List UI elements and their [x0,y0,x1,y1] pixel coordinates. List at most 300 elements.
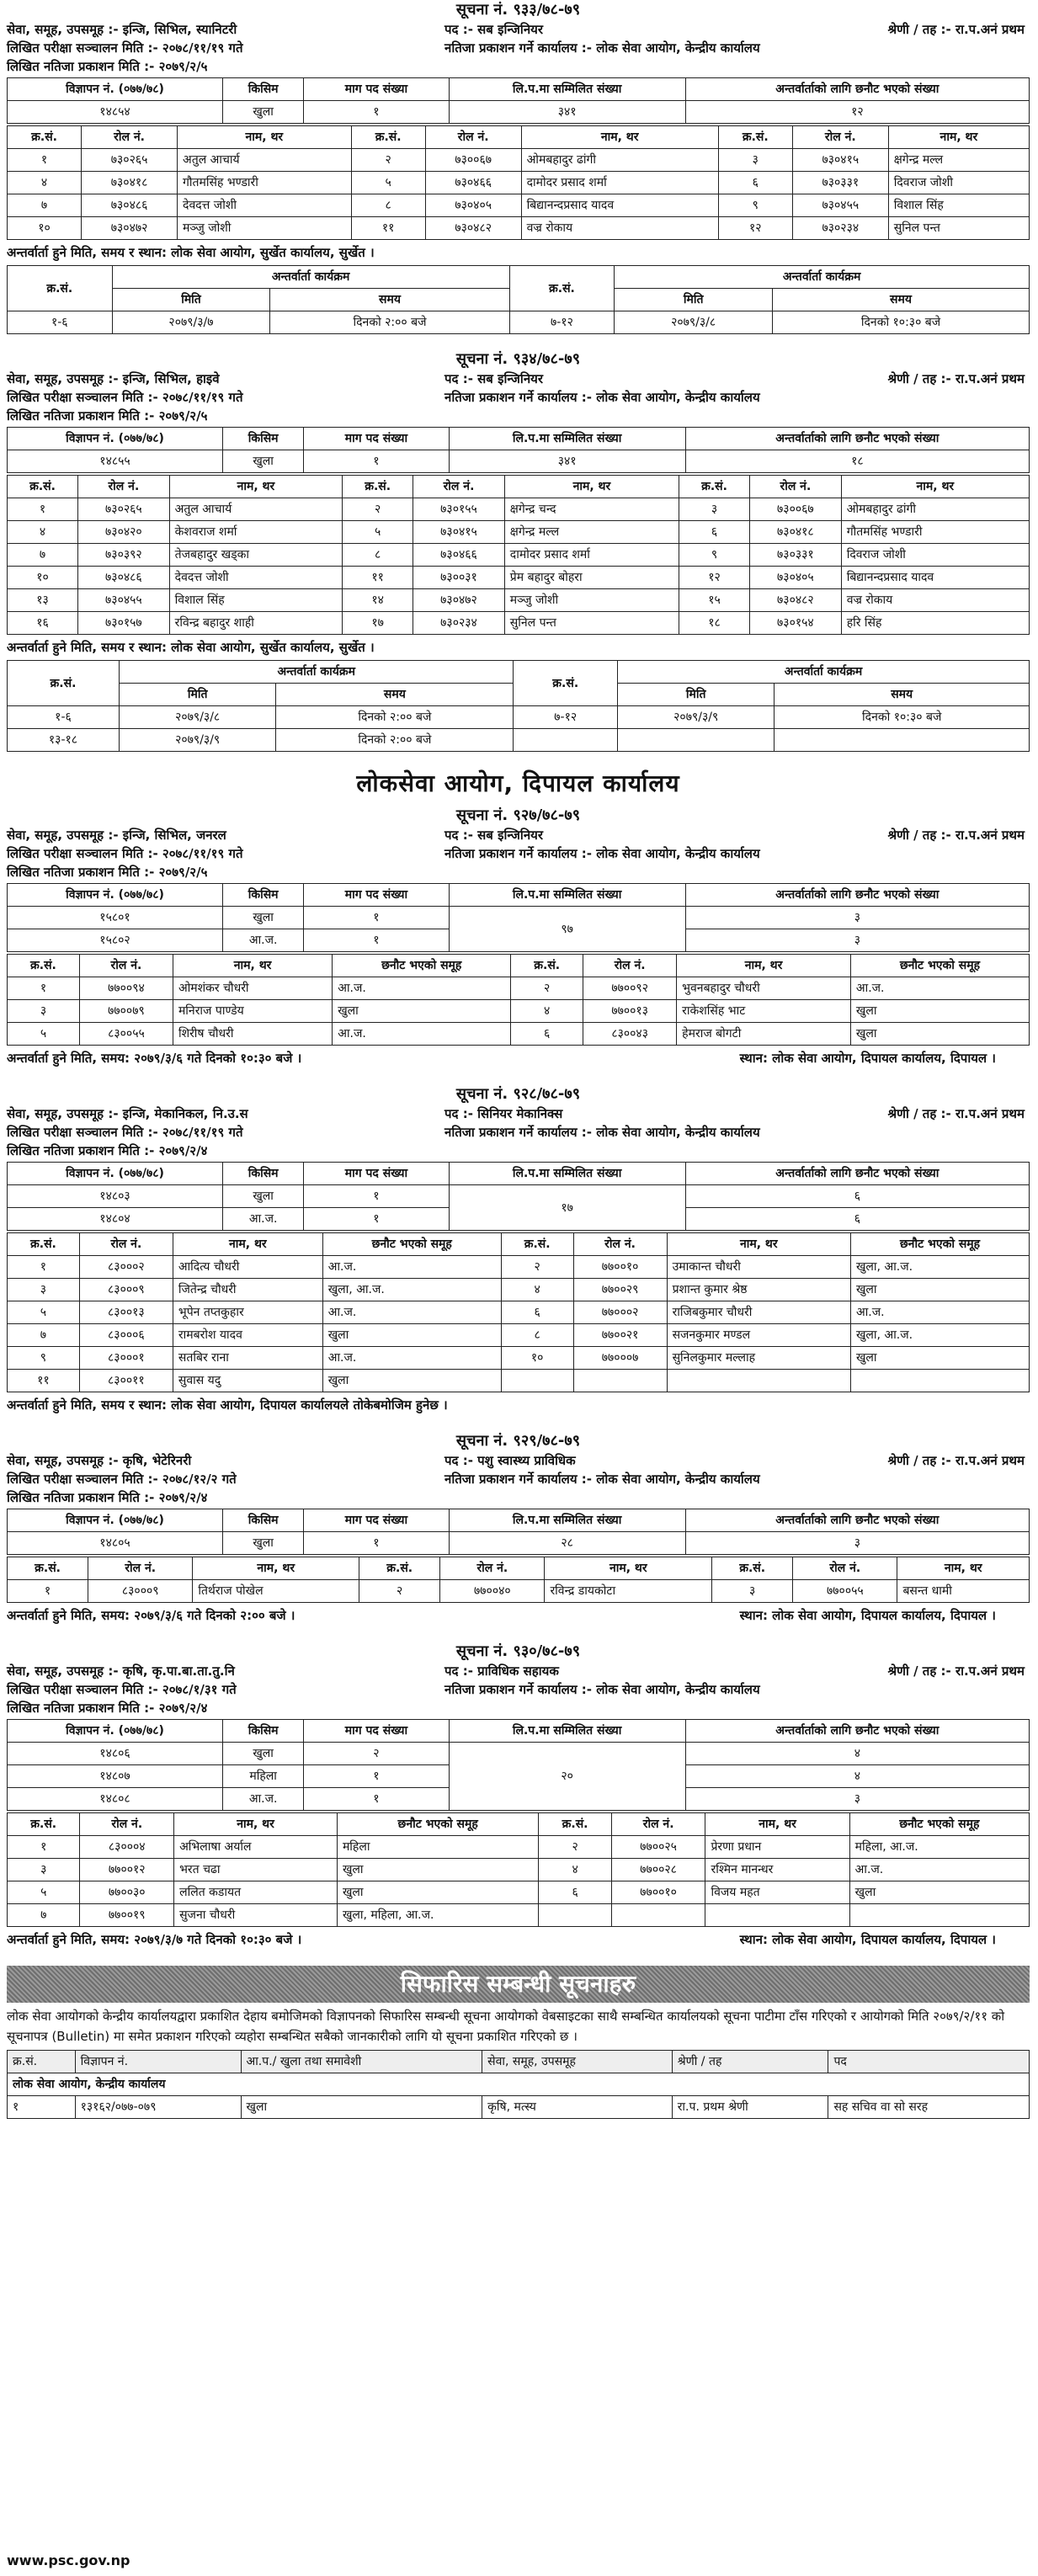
col-header: विज्ञापन नं. (०७७/७८) [8,1163,223,1185]
col-header: लि.प.मा सम्मिलित संख्या [449,1163,685,1185]
table-cell: रश्मिन मानन्धर [705,1859,849,1881]
table-cell: १-६ [8,706,120,729]
table-cell: ७३०३९२ [78,544,170,567]
table-cell: ७३०२६५ [78,498,170,521]
table-cell: सुनिल पन्त [504,612,679,635]
table-cell: १ [304,907,449,929]
table-row [8,544,1030,567]
table-row [8,498,1030,521]
result-office: नतिजा प्रकाशन गर्ने कार्यालय :- लोक सेवा आयोग, केन्द्रीय कार्यालय [444,1125,760,1140]
result-date: लिखित नतिजा प्रकाशन मिति :- २०७९/२/५ [7,408,208,423]
table-cell: ओमबहादुर ढांगी [841,498,1029,521]
exam-date: लिखित परीक्षा सञ्चालन मिति :- २०७८/११/१९ गते [7,390,243,405]
col-header: क्र.सं. [514,661,618,706]
table-cell: ६ [539,1881,611,1904]
interview-place: स्थान: लोक सेवा आयोग, दिपायल कार्यालय, दिपायल । [739,1932,996,1947]
table-cell: देवदत्त जोशी [178,194,352,217]
table-cell: १७ [343,612,413,635]
notice-933 [7,0,1030,334]
table-cell: ३४१ [449,450,685,473]
table-cell: खुला [322,1370,501,1392]
table-cell: ७-१२ [509,311,615,334]
table-cell: आ.ज. [333,977,511,1000]
table-cell: ७३०४१८ [82,172,178,194]
table-cell [849,1904,1029,1927]
table-cell: १५८०२ [8,929,223,952]
table-cell: ७३०१५५ [413,498,505,521]
table-cell: ७ [8,544,78,567]
table-cell: ११ [343,567,413,589]
col-header: लि.प.मा सम्मिलित संख्या [449,884,685,907]
table-cell [850,1370,1029,1392]
table-cell: ३ [685,907,1029,929]
table-cell: २०७९/३/९ [119,729,275,752]
col-header: समय [276,684,514,706]
table-cell: २ [501,1256,573,1279]
interview-place: स्थान: लोक सेवा आयोग, दिपायल कार्यालय, दिपायल । [739,1051,996,1066]
table-cell: ७३०४०५ [425,194,521,217]
table-cell: दिवराज जोशी [888,172,1029,194]
table-cell: सुनिल पन्त [888,217,1029,240]
service-group: सेवा, समूह, उपसमूह :- इन्जि, मेकानिकल, नि.उ.स [7,1106,248,1121]
table-cell: ४ [501,1279,573,1301]
col-header: रोल नं. [79,955,173,977]
table-cell: ७७००२९ [573,1279,667,1301]
table-cell: १४८५५ [8,450,223,473]
col-header: छनौट भएको समूह [850,955,1029,977]
table-row [8,1324,1030,1347]
col-header: अन्तर्वार्ता कार्यक्रम [112,266,509,289]
table-cell: १ [304,450,449,473]
header-line [7,863,1030,881]
candidate-table [7,125,1030,240]
table-row [8,612,1030,635]
table-cell: ७७०००७ [573,1347,667,1370]
header-line [7,826,1030,844]
table-cell: ७३००३१ [413,567,505,589]
table-row [8,1301,1030,1324]
table-cell: खुला, आ.ज. [850,1256,1029,1279]
table-row [8,149,1030,172]
candidate-table [7,1232,1030,1392]
table-cell: ६ [718,172,792,194]
table-cell [573,1370,667,1392]
table-cell: ६ [685,1208,1029,1231]
col-header: समय [270,289,509,311]
table-cell: महिला, आ.ज. [849,1836,1029,1859]
col-header: क्र.सं. [351,126,425,149]
col-header: किसिम [223,1163,304,1185]
header-line [7,1488,1030,1507]
summary-table [7,883,1030,952]
table-cell: १ [304,1208,449,1231]
interview-info [7,1605,1030,1626]
table-cell: तेजबहादुर खड्का [169,544,342,567]
summary-table [7,77,1030,124]
table-cell: ९ [8,1347,80,1370]
col-header: माग पद संख्या [304,1509,449,1532]
result-date: लिखित नतिजा प्रकाशन मिति :- २०७९/२/४ [7,1700,208,1716]
recommendation-table [7,2050,1030,2119]
notice-title: सूचना नं. ९२७/७८-७९ [455,806,581,824]
table-cell: ललित कडायत [174,1881,338,1904]
service-group: सेवा, समूह, उपसमूह :- कृषि, भेटेरिनरी [7,1453,192,1468]
col-header: रोल नं. [750,476,842,498]
notice-title: सूचना नं. ९३४/७८-७९ [455,350,581,368]
table-cell: खुला [850,1023,1029,1046]
col-header: रोल नं. [80,1813,174,1836]
table-cell: राजिबकुमार चौधरी [667,1301,850,1324]
table-cell: ६ [685,1185,1029,1208]
table-row [8,1256,1030,1279]
interview-info: अन्तर्वार्ता हुने मिति, समय र स्थान: लोक सेवा आयोग, सुर्खेत कार्यालय, सुर्खेत । [7,640,375,655]
table-cell: ९ [679,544,750,567]
col-header: क्र.सं. [8,126,82,149]
table-cell: ७३०४२० [78,521,170,544]
class-level: श्रेणी / तह :- रा.प.अनं प्रथम [887,1453,1025,1468]
table-cell: १४८०८ [8,1788,223,1811]
table-cell: ७३०२३४ [413,612,505,635]
table-cell [705,1904,849,1927]
col-header: क्र.सं. [8,1813,80,1836]
table-row [8,1000,1030,1023]
table-cell: १ [304,1788,449,1811]
table-cell [514,729,618,752]
table-cell: ७७००७९ [79,1000,173,1023]
col-header: अन्तर्वार्ताको लागि छनौट भएको संख्या [685,1720,1029,1743]
table-cell: बिद्यानन्दप्रसाद यादव [521,194,718,217]
post: पद :- सिनियर मेकानिक्स [444,1106,563,1121]
recommendation-banner: सिफारिस सम्बन्धी सूचनाहरु [7,1966,1030,2003]
table-cell: ६ [511,1023,583,1046]
table-cell: १२ [679,567,750,589]
table-row [8,1532,1030,1555]
table-cell: १ [304,929,449,952]
exam-date: लिखित परीक्षा सञ्चालन मिति :- २०७८/११/१९ गते [7,846,243,861]
table-cell: ७३०४६६ [413,544,505,567]
col-header: नाम, थर [504,476,679,498]
header-line [7,1470,1030,1488]
table-cell: खुला [223,101,304,124]
table-cell: २ [304,1743,449,1765]
col-header: नाम, थर [521,126,718,149]
table-cell: विजय महत [705,1881,849,1904]
table-cell: ७३०४८६ [82,194,178,217]
table-cell: २ [351,149,425,172]
table-cell: अतुल आचार्य [178,149,352,172]
header-line [7,844,1030,863]
table-cell: ८३००१३ [79,1301,173,1324]
table-cell: ८ [343,544,413,567]
result-date: लिखित नतिजा प्रकाशन मिति :- २०७९/२/५ [7,59,208,74]
table-cell: जितेन्द्र चौधरी [173,1279,322,1301]
col-header: क्र.सं. [718,126,792,149]
table-cell: ८३०००६ [79,1324,173,1347]
table-cell: ११ [351,217,425,240]
col-header: समय [775,684,1030,706]
table-cell: १४८०३ [8,1185,223,1208]
table-cell: ९७ [449,907,685,952]
col-header: रोल नं. [79,1233,173,1256]
table-cell: दिनको २:०० बजे [276,729,514,752]
table-cell [539,1904,611,1927]
table-cell: खुला [241,2096,482,2119]
col-header: लि.प.मा सम्मिलित संख्या [449,78,685,101]
table-cell: वज्र रोकाय [521,217,718,240]
table-cell: ४ [685,1743,1029,1765]
notice-929 [7,1431,1030,1626]
table-cell: ८३०००४ [80,1836,174,1859]
table-cell: ५ [8,1301,80,1324]
table-cell: १ [304,1185,449,1208]
interview-info [7,1047,1030,1069]
table-cell: ३४१ [449,101,685,124]
col-header: नाम, थर [173,1233,322,1256]
table-cell: ७३०४८२ [425,217,521,240]
table-cell: ७७००१० [611,1881,705,1904]
table-cell: १ [304,101,449,124]
table-cell: ४ [685,1765,1029,1788]
table-cell: सुवास यदु [173,1370,322,1392]
table-cell: २०७९/३/९ [618,706,775,729]
table-cell: ३ [8,1000,80,1023]
table-cell: खुला [223,450,304,473]
table-row [8,977,1030,1000]
col-header: छनौट भएको समूह [337,1813,538,1836]
table-cell: प्रशान्त कुमार श्रेष्ठ [667,1279,850,1301]
table-cell: ७३०२३४ [792,217,888,240]
col-header: रोल नं. [583,955,677,977]
exam-date: लिखित परीक्षा सञ्चालन मिति :- २०७८/११/१९ गते [7,1125,243,1140]
table-cell: ७७००३० [80,1881,174,1904]
col-header: अन्तर्वार्ता कार्यक्रम [618,661,1030,684]
col-header: क्र.सं. [8,1233,80,1256]
table-cell: खुला [850,1347,1029,1370]
table-cell: १७ [449,1185,685,1231]
table-cell: १ [8,149,82,172]
table-row [8,1185,1030,1208]
candidate-table [7,1812,1030,1927]
table-cell: ७३०१५७ [78,612,170,635]
notice-title: सूचना नं. ९३०/७८-७९ [455,1642,581,1660]
table-cell: क्षगेन्द्र मल्ल [504,521,679,544]
table-cell: भूपेन तप्तकुहार [173,1301,322,1324]
table-row [8,567,1030,589]
col-header: माग पद संख्या [304,1163,449,1185]
table-cell: ७७००२१ [573,1324,667,1347]
col-header: किसिम [223,1720,304,1743]
table-cell: दामोदर प्रसाद शर्मा [521,172,718,194]
table-cell: आ.ज. [849,1859,1029,1881]
interview-date: अन्तर्वार्ता हुने मिति, समय: २०७९/३/६ गते दिनको २:०० बजे । [7,1608,295,1623]
table-row [8,1370,1030,1392]
table-cell: ७७००१० [573,1256,667,1279]
post: पद :- सब इन्जिनियर [444,371,543,386]
table-cell: ८३००११ [79,1370,173,1392]
col-header: नाम, थर [888,126,1029,149]
col-header: अन्तर्वार्ताको लागि छनौट भएको संख्या [685,428,1029,450]
notice-934 [7,349,1030,752]
table-cell: १-६ [8,311,113,334]
table-row [8,1347,1030,1370]
table-cell: महिला [223,1765,304,1788]
table-cell: ७३००६७ [425,149,521,172]
summary-table [7,1509,1030,1555]
table-cell [775,729,1030,752]
notice-title: सूचना नं. ९३३/७८-७९ [455,1,581,19]
col-header: रोल नं. [440,1557,545,1580]
table-cell: उमाकान्त चौधरी [667,1256,850,1279]
notice-927 [7,806,1030,1069]
col-header: विज्ञापन नं. (०७७/७८) [8,1509,223,1532]
table-cell: ७३००६७ [750,498,842,521]
table-cell: विशाल सिंह [888,194,1029,217]
table-cell: ५ [343,521,413,544]
table-cell: १५८०१ [8,907,223,929]
office-row: लोक सेवा आयोग, केन्द्रीय कार्यालय [8,2073,1030,2096]
table-cell: १४८५४ [8,101,223,124]
col-header: क्र.सं. [712,1557,793,1580]
table-cell: १६ [8,612,78,635]
table-row [8,1904,1030,1927]
col-header: माग पद संख्या [304,884,449,907]
col-header: रोल नं. [793,1557,897,1580]
col-header: नाम, थर [178,126,352,149]
header-line [7,1662,1030,1680]
col-header: अन्तर्वार्ताको लागि छनौट भएको संख्या [685,78,1029,101]
table-cell: ३ [8,1859,80,1881]
col-header: विज्ञापन नं. (०७७/७८) [8,428,223,450]
table-cell: हरि सिंह [841,612,1029,635]
col-header: रोल नं. [425,126,521,149]
table-cell: १४८०४ [8,1208,223,1231]
table-cell: दिनको १०:३० बजे [775,706,1030,729]
table-cell: १३ [8,589,78,612]
table-cell: दिनको २:०० बजे [270,311,509,334]
table-cell: २०७९/३/८ [615,311,773,334]
table-cell: ७३०४८६ [78,567,170,589]
header-line [7,1142,1030,1160]
col-header: छनौट भएको समूह [849,1813,1029,1836]
table-cell: सुजना चौधरी [174,1904,338,1927]
table-cell: भरत चढा [174,1859,338,1881]
interview-rows [8,311,1030,334]
table-cell: ७७०००२ [573,1301,667,1324]
table-cell: मञ्जु जोशी [504,589,679,612]
table-row [8,907,1030,929]
header-line [7,1104,1030,1123]
table-cell: ७३०३३१ [792,172,888,194]
table-cell: गौतमसिंह भण्डारी [178,172,352,194]
result-office: नतिजा प्रकाशन गर्ने कार्यालय :- लोक सेवा आयोग, केन्द्रीय कार्यालय [444,40,760,56]
table-cell: ७ [8,1904,80,1927]
table-cell: १ [8,1836,80,1859]
col-header: आ.प./ खुला तथा समावेशी [241,2051,482,2073]
table-cell: ७३०३३१ [750,544,842,567]
service-group: सेवा, समूह, उपसमूह :- इन्जि, सिभिल, स्यानिटरी [7,22,237,37]
table-cell: ३ [685,929,1029,952]
table-cell: विशाल सिंह [169,589,342,612]
col-header: रोल नं. [611,1813,705,1836]
class-level: श्रेणी / तह :- रा.प.अनं प्रथम [887,828,1025,843]
table-cell [667,1370,850,1392]
table-cell: १८ [685,450,1029,473]
result-office: नतिजा प्रकाशन गर्ने कार्यालय :- लोक सेवा आयोग, केन्द्रीय कार्यालय [444,1472,760,1487]
candidate-table [7,1557,1030,1603]
table-cell: ८ [351,194,425,217]
col-header: रोल नं. [82,126,178,149]
table-cell: खुला [849,1881,1029,1904]
exam-date: लिखित परीक्षा सञ्चालन मिति :- २०७८/१२/२ गते [7,1472,237,1487]
table-cell: मञ्जु जोशी [178,217,352,240]
table-cell: आ.ज. [223,929,304,952]
col-header: रोल नं. [88,1557,193,1580]
table-cell: २ [359,1580,440,1603]
result-office: नतिजा प्रकाशन गर्ने कार्यालय :- लोक सेवा आयोग, केन्द्रीय कार्यालय [444,390,760,405]
table-cell: ७७००२५ [611,1836,705,1859]
table-cell: सुनिलकुमार मल्लाह [667,1347,850,1370]
table-cell: खुला [850,1279,1029,1301]
table-cell: १४ [343,589,413,612]
table-cell: ८३०००९ [79,1279,173,1301]
website-link[interactable]: www.psc.gov.np [7,2552,130,2568]
result-date: लिखित नतिजा प्रकाशन मिति :- २०७९/२/४ [7,1490,208,1505]
table-cell: खुला [223,1743,304,1765]
table-cell: ७३०४०५ [750,567,842,589]
table-cell: दामोदर प्रसाद शर्मा [504,544,679,567]
col-header: रोल नं. [792,126,888,149]
col-header: समय [773,289,1030,311]
table-cell: ७७००९४ [79,977,173,1000]
table-cell: १८ [679,612,750,635]
table-cell: खुला [223,907,304,929]
exam-date: लिखित परीक्षा सञ्चालन मिति :- २०७८/१/३१ गते [7,1682,237,1697]
col-header: नाम, थर [705,1813,849,1836]
notice-title: सूचना नं. ९२८/७८-७९ [455,1085,581,1103]
table-cell: सतबिर राना [173,1347,322,1370]
table-cell: ८३०००९ [88,1580,193,1603]
header-line [7,1699,1030,1717]
table-cell: ७३०४१५ [792,149,888,172]
table-cell: ५ [8,1023,80,1046]
table-cell: देवदत्त जोशी [169,567,342,589]
col-header: मिति [112,289,270,311]
col-header: लि.प.मा सम्मिलित संख्या [449,428,685,450]
table-cell: प्रेरणा प्रधान [705,1836,849,1859]
table-cell: खुला [337,1881,538,1904]
col-header: क्र.सं. [359,1557,440,1580]
notice-title: सूचना नं. ९२९/७८-७९ [455,1432,581,1450]
table-cell: तिर्थराज पोखेल [193,1580,359,1603]
office-heading: लोकसेवा आयोग, दिपायल कार्यालय [356,769,680,797]
table-cell: दिवराज जोशी [841,544,1029,567]
col-header: नाम, थर [173,955,332,977]
table-cell: ४ [8,172,82,194]
table-cell: अभिलाषा अर्याल [174,1836,338,1859]
col-header: क्र.सं. [539,1813,611,1836]
table-cell: २८ [449,1532,685,1555]
table-cell: ओमबहादुर ढांगी [521,149,718,172]
table-cell: ११ [8,1370,80,1392]
table-cell: १३१६२/०७७-०७९ [75,2096,241,2119]
col-header: विज्ञापन नं. [75,2051,241,2073]
table-row [8,311,1030,334]
table-cell: १ [8,2096,76,2119]
table-cell: अतुल आचार्य [169,498,342,521]
table-row [8,172,1030,194]
recommendation-paragraph: लोक सेवा आयोगको केन्द्रीय कार्यालयद्वारा प्रकाशित देहाय बमोजिमको विज्ञापनको सिफारिस सम्बन्धी सूचना आयोगको वेबसाइटका साथै सम्बन्धित कार्यालयको सूचना पाटीमा टाँस गरिएको र आयोगको मिति २०७९/२/११ को सूचनापत्र (Bulletin) मा समेत प्रकाशन गरिएको व्यहोरा सम्बन्धित सबैको जानकारीको लागि यो सूचना प्रकाशित गरिएको छ । [7,2009,1005,2044]
table-cell: ७३०४१८ [750,521,842,544]
